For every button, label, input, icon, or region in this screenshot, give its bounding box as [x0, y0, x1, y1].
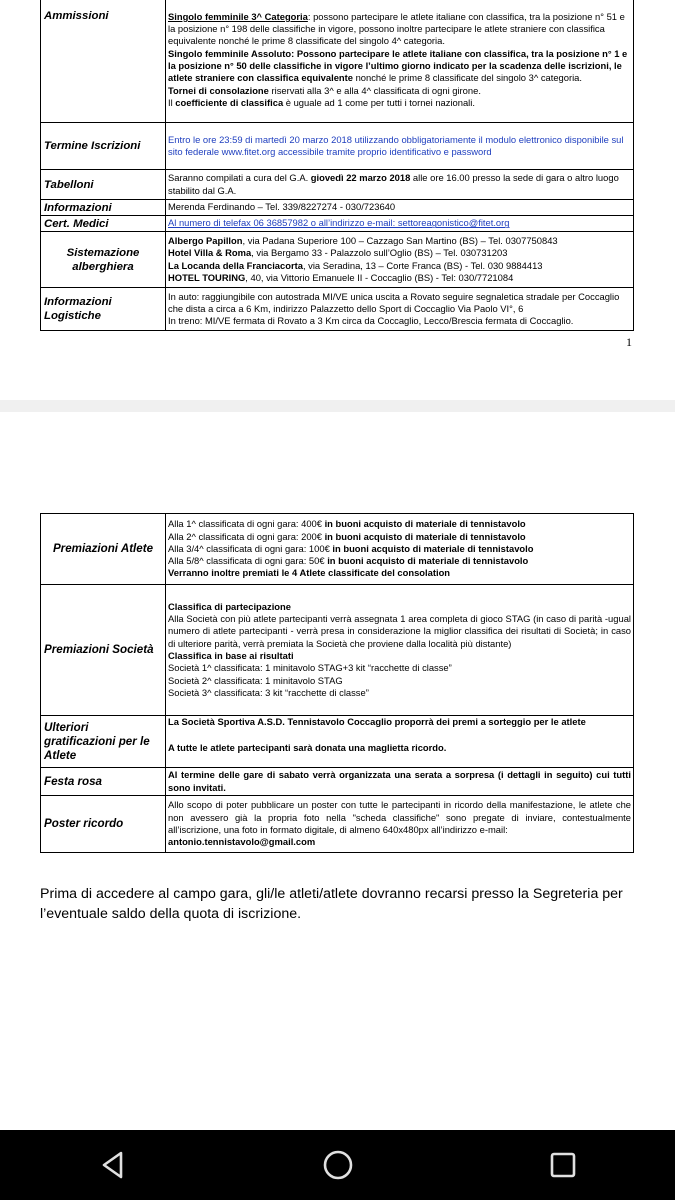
list-item: Società 1^ classificata: 1 minitavolo STAG+3 kit “racchette di classe”	[168, 662, 452, 674]
row-tabelloni	[41, 170, 634, 200]
heading-classifica-partecipazione: Classifica di partecipazione	[168, 600, 291, 612]
ammissioni-line: Il coefficiente di classifica è uguale ad 1 come per tutti i tornei nazionali.	[168, 96, 475, 108]
row-termine-iscrizioni	[41, 123, 634, 170]
row-premiazioni-atlete	[41, 514, 634, 585]
navigation-bar	[0, 1130, 675, 1200]
value-poster-ricordo	[166, 796, 634, 853]
recents-button[interactable]	[535, 1137, 591, 1193]
poster-email: antonio.tennistavolo@gmail.com	[168, 836, 316, 848]
page-number: 1	[626, 335, 632, 349]
value-festa-rosa: Al termine delle gare di sabato verrà organizzata una serata a sorpresa (i dettagli in seguito) cui tutti sono invitati.	[166, 768, 634, 796]
label-poster-ricordo: Poster ricordo	[41, 796, 166, 853]
label-informazioni-logistiche: Informazioni Logistiche	[41, 288, 166, 331]
label-termine-iscrizioni: Termine Iscrizioni	[41, 123, 166, 170]
ammissioni-line: Singolo femminile 3^ Categoria: possono partecipare le atlete italiane con classifica, tra la posizione n° 51 e la posizione n° 198 delle classifiche in vigore, possono inoltre partecipare le atlete straniere con classifica equivalente nonché le prime 8 classificate del singolo 4^ categoria.	[168, 10, 625, 47]
value-informazioni-logistiche: In auto: raggiungibile con autostrada MI/VE unica uscita a Rovato seguire segnaletica stradale per Coccaglio che dista a circa a 6 Km, indirizzo Palazzetto dello Sport di Coccaglio Via Paolo VI°, 6 In treno: MI/VE fermata di Rovato a 3 Km circa da Coccaglio, Lecco/Brescia fermata di Coccaglio.	[166, 288, 634, 331]
value-cert-medici-link[interactable]: Al numero di telefax 06 36857982 o all’indirizzo e-mail: settoreagonistico@fitet.org	[166, 216, 634, 232]
label-cert-medici: Cert. Medici	[41, 216, 166, 232]
row-sistemazione-alberghiera	[41, 232, 634, 288]
document-page-2	[0, 412, 675, 1130]
page-separator	[0, 400, 675, 412]
back-icon	[99, 1150, 127, 1180]
paragraph-partecipazione: Alla Società con più atlete partecipanti verrà assegnata 1 area completa di gioco STAG (in caso di parità -ugual numero di atlete partecipanti - verrà presa in considerazione la miglior classifica dei risultati di Società; in caso di ulteriore parità, verrà premiata la Società che proviene dalla località più distante)	[168, 613, 631, 649]
value-premiazioni-societa	[166, 585, 634, 716]
row-informazioni-logistiche	[41, 288, 634, 331]
poster-text: Allo scopo di poter pubblicare un poster con tutte le partecipanti in ricordo della manifestazione, le atlete che non avessero già la propria foto nella "scheda classifiche" sono pregate di inviare, contestualmente all’iscrizione, una foto in formato digitale, di almeno 640x480px all’indirizzo e-mail:	[168, 799, 631, 835]
hotel-line: Albergo Papillon, via Padana Superiore 100 – Cazzago San Martino (BS) – Tel. 0307750843	[168, 234, 558, 246]
label-festa-rosa: Festa rosa	[41, 768, 166, 796]
row-cert-medici	[41, 216, 634, 232]
prize-line: Verranno inoltre premiati le 4 Atlete classificate del consolation	[168, 567, 451, 579]
ammissioni-line: Singolo femminile Assoluto: Possono partecipare le atlete italiane con classifica, tra la posizione n° 1 e la posizione n° 50 delle classifiche in vigore l’ultimo giorno indicato per la scadenza delle iscrizioni, le atlete straniere con classifica equivalente nonché le prime 8 classificate del singolo 3^ categoria.	[168, 47, 628, 84]
row-premiazioni-societa	[41, 585, 634, 716]
document-page-1	[0, 0, 675, 400]
value-tabelloni: Saranno compilati a cura del G.A. giovedì 22 marzo 2018 alle ore 16.00 presso la sede di gara o altro luogo stabilito dal G.A.	[166, 170, 634, 200]
row-ammissioni	[41, 0, 634, 123]
home-button[interactable]	[310, 1137, 366, 1193]
row-informazioni	[41, 200, 634, 216]
label-premiazioni-societa: Premiazioni Società	[41, 585, 166, 716]
info-table-2	[40, 513, 634, 853]
label-tabelloni: Tabelloni	[41, 170, 166, 200]
list-item: Società 3^ classificata: 3 kit “racchette di classe”	[168, 686, 369, 698]
prize-line: Alla 2^ classificata di ogni gara: 200€ in buoni acquisto di materiale di tennistavolo	[168, 530, 526, 542]
home-icon	[322, 1149, 354, 1181]
closing-note: Prima di accedere al campo gara, gli/le atleti/atlete dovranno recarsi presso la Segreteria per l’eventuale saldo della quota di iscrizione.	[40, 886, 623, 922]
value-ulteriori-gratificazioni	[166, 716, 634, 768]
row-poster-ricordo	[41, 796, 634, 853]
label-ulteriori-gratificazioni: Ulteriori gratificazioni per le Atlete	[41, 716, 166, 768]
gratificazioni-line-1: La Società Sportiva A.S.D. Tennistavolo Coccaglio proporrà dei premi a sorteggio per le atlete	[168, 716, 586, 727]
hotel-line: HOTEL TOURING, 40, via Vittorio Emanuele II - Coccaglio (BS) - Tel: 030/7721084	[168, 271, 514, 283]
label-ammissioni: Ammissioni	[41, 0, 166, 123]
label-informazioni: Informazioni	[41, 200, 166, 216]
prize-line: Alla 3/4^ classificata di ogni gara: 100€ in buoni acquisto di materiale di tennistavolo	[168, 542, 534, 554]
heading-classifica-risultati: Classifica in base ai risultati	[168, 650, 294, 661]
prize-line: Alla 5/8^ classificata di ogni gara: 50€ in buoni acquisto di materiale di tennistavolo	[168, 555, 529, 567]
prize-line: Alla 1^ classificata di ogni gara: 400€ in buoni acquisto di materiale di tennistavolo	[168, 518, 526, 530]
value-premiazioni-atlete	[166, 514, 634, 585]
label-sistemazione-alberghiera: Sistemazione alberghiera	[41, 232, 166, 288]
value-informazioni: Merenda Ferdinando – Tel. 339/8227274 - 030/723640	[166, 200, 634, 216]
back-button[interactable]	[85, 1137, 141, 1193]
recents-icon	[549, 1151, 577, 1179]
hotel-line: La Locanda della Franciacorta, via Seradina, 13 – Corte Franca (BS) - Tel. 030 9884413	[168, 259, 543, 271]
value-termine-iscrizioni: Entro le ore 23:59 di martedì 20 marzo 2018 utilizzando obbligatoriamente il modulo elettronico disponibile sul sito federale www.fitet.org accessibile tramite proprio identificativo e password	[166, 123, 634, 170]
row-ulteriori-gratificazioni	[41, 716, 634, 768]
list-item: Società 2^ classificata: 1 minitavolo STAG	[168, 674, 343, 686]
gratificazioni-line-2: A tutte le atlete partecipanti sarà donata una maglietta ricordo.	[168, 742, 447, 754]
label-premiazioni-atlete: Premiazioni Atlete	[41, 514, 166, 585]
row-festa-rosa	[41, 768, 634, 796]
ammissioni-line: Tornei di consolazione riservati alla 3^ e alla 4^ classificata di ogni girone.	[168, 84, 481, 96]
info-table-1	[40, 0, 634, 331]
value-ammissioni	[166, 0, 634, 123]
value-sistemazione-alberghiera	[166, 232, 634, 288]
hotel-line: Hotel Villa & Roma, via Bergamo 33 - Palazzolo sull’Oglio (BS) – Tel. 030731203	[168, 247, 508, 259]
